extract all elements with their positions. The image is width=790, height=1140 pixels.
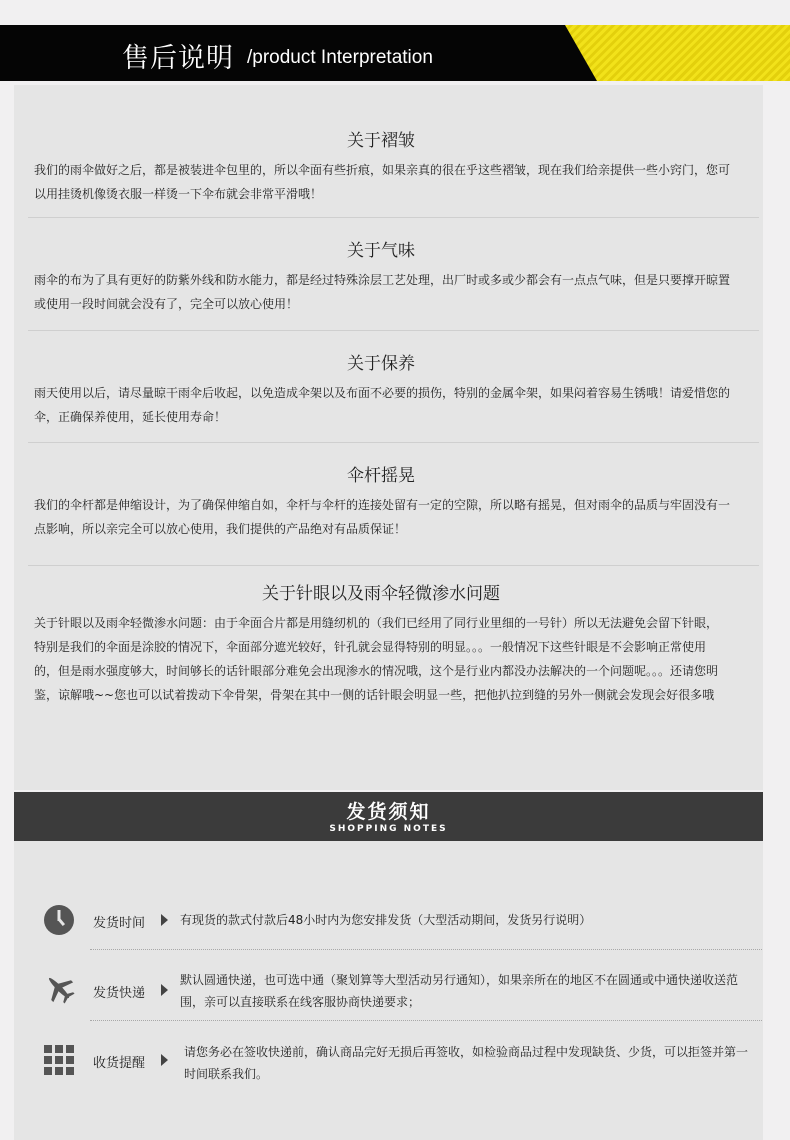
shipping-notes-title: 发货须知 bbox=[346, 801, 431, 823]
shipping-row-label: 发货快递 bbox=[93, 986, 146, 1001]
airplane-icon bbox=[43, 972, 75, 1004]
section-pinholes bbox=[14, 581, 744, 707]
section-title: 关于气味 bbox=[347, 241, 415, 261]
triangle-right-icon bbox=[161, 914, 168, 926]
section-divider bbox=[28, 565, 759, 566]
clock-icon bbox=[43, 904, 75, 936]
section-body: 雨伞的布为了具有更好的防紫外线和防水能力，都是经过特殊涂层工艺处理，出厂时或多或少都会有一点点气味，但是只要撑开晾置或使用一段时间就会没有了，完全可以放心使用！ bbox=[34, 273, 731, 311]
shipping-row-text: 默认圆通快递，也可选中通（聚划算等大型活动另行通知），如果亲所在的地区不在圆通或中通快递收送范围，亲可以直接联系在线客服协商快递要求； bbox=[180, 973, 739, 1009]
section-title: 关于针眼以及雨伞轻微渗水问题 bbox=[262, 584, 500, 604]
section-title: 伞杆摇晃 bbox=[347, 466, 415, 486]
section-divider bbox=[28, 442, 759, 443]
shipping-notes-subtitle: SHOPPING NOTES bbox=[329, 824, 448, 834]
shipping-row-text: 有现货的款式付款后48小时内为您安排发货（大型活动期间，发货另行说明） bbox=[180, 913, 592, 927]
shipping-row-receipt bbox=[14, 1041, 763, 1087]
yellow-stripe-decoration bbox=[565, 25, 790, 81]
section-title: 关于保养 bbox=[347, 354, 415, 374]
section-shaft-wobble bbox=[14, 463, 744, 541]
shipping-row-text: 请您务必在签收快递前，确认商品完好无损后再签收，如检验商品过程中发现缺货、少货，可以拒签并第一时间联系我们。 bbox=[184, 1045, 749, 1081]
shipping-notes-header bbox=[14, 792, 763, 841]
row-divider bbox=[90, 949, 762, 950]
section-body: 我们的雨伞做好之后，都是被装进伞包里的，所以伞面有些折痕，如果亲真的很在乎这些褶皱，现在我们给亲提供一些小窍门，您可以用挂烫机像烫衣服一样烫一下伞布就会非常平滑哦！ bbox=[34, 163, 731, 201]
section-wrinkles bbox=[14, 128, 744, 206]
grid-icon bbox=[43, 1044, 75, 1076]
section-divider bbox=[28, 217, 759, 218]
shipping-row-courier bbox=[14, 969, 763, 1015]
after-sales-subtitle: /product Interpretation bbox=[247, 47, 433, 68]
section-body: 我们的伞杆都是伸缩设计，为了确保伸缩自如，伞杆与伞杆的连接处留有一定的空隙，所以略有摇晃，但对雨伞的品质与牢固没有一点影响，所以亲完全可以放心使用，我们提供的产品绝对有品质保证！ bbox=[34, 498, 731, 536]
triangle-right-icon bbox=[161, 984, 168, 996]
shipping-row-time bbox=[14, 903, 763, 943]
triangle-right-icon bbox=[161, 1054, 168, 1066]
shipping-row-label: 收货提醒 bbox=[93, 1056, 146, 1071]
section-odor bbox=[14, 238, 744, 316]
section-body: 雨天使用以后，请尽量晾干雨伞后收起，以免造成伞架以及布面不必要的损伤，特别的金属伞架，如果闷着容易生锈哦！请爱惜您的伞，正确保养使用，延长使用寿命！ bbox=[34, 386, 731, 424]
shipping-row-label: 发货时间 bbox=[93, 916, 146, 931]
row-divider bbox=[90, 1020, 762, 1021]
section-divider bbox=[28, 330, 759, 331]
after-sales-header bbox=[0, 25, 790, 81]
section-maintenance bbox=[14, 351, 744, 429]
section-title: 关于褶皱 bbox=[347, 131, 415, 151]
after-sales-title: 售后说明 bbox=[122, 43, 234, 74]
section-body: 关于针眼以及雨伞轻微渗水问题：由于伞面合片都是用缝纫机的（我们已经用了同行业里细的一号针）所以无法避免会留下针眼，特别是我们的伞面是涂胶的情况下，伞面部分遮光较好，针孔就会显得特别的明显。。。一般情况下这些针眼是不会影响正常使用的，但是雨水强度够大，时间够长的话针眼部分难免会出现渗水的情况哦，这个是行业内都没办法解决的一个问题呢。。。还请您明鉴，谅解哦~~您也可以试着拨动下伞骨架，骨架在其中一侧的话针眼会明显一些，把他扒拉到缝的另外一侧就会发现会好很多哦 bbox=[34, 616, 719, 702]
